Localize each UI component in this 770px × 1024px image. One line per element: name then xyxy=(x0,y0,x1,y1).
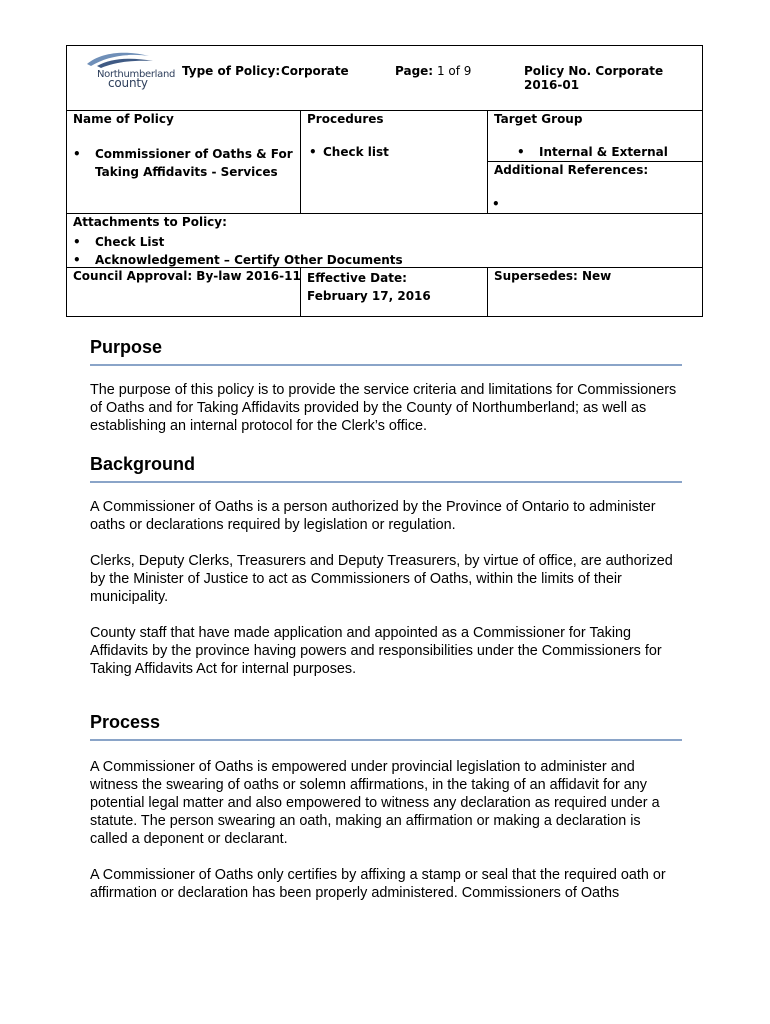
cell-divider xyxy=(487,161,702,162)
background-paragraph: Clerks, Deputy Clerks, Treasurers and Deputy Treasurers, by virtue of office, are authorized by the Minister of Justice to act as Commissioners of Oaths, within the limits of their municipality. xyxy=(90,553,673,605)
page-value: 1 of 9 xyxy=(436,64,472,78)
logo-text-line1: Northumberland xyxy=(97,69,176,80)
additional-references-bullet: • xyxy=(492,197,500,211)
purpose-paragraph: The purpose of this policy is to provide the service criteria and limitations for Commissioners of Oaths and for Taking Affidavits provided by the County of Northumberland; as well as establishing an internal protocol for the Clerk’s office. xyxy=(90,382,677,434)
supersedes: Supersedes: New xyxy=(494,269,612,283)
logo-text-line2: county xyxy=(108,76,148,90)
procedures-label: Procedures xyxy=(307,112,384,126)
name-of-policy-label: Name of Policy xyxy=(73,112,174,126)
policy-number: Policy No. Corporate 2016-01 xyxy=(524,64,664,92)
attachments-list xyxy=(73,233,403,269)
council-approval: Council Approval: By-law 2016-11 xyxy=(73,269,301,283)
process-paragraph: A Commissioner of Oaths only certifies by affixing a stamp or seal that the required oath or affirmation or declaration has been properly administered. Commissioners of Oaths xyxy=(90,867,666,901)
process-body xyxy=(90,758,682,902)
background-body xyxy=(90,498,682,678)
attachment-item: • Check List xyxy=(73,235,165,249)
purpose-body xyxy=(90,381,682,435)
attachments-label: Attachments to Policy: xyxy=(73,215,227,229)
procedures-item-text: Check list xyxy=(323,145,389,159)
row-divider xyxy=(67,213,702,214)
name-of-policy-line2: Taking Affidavits - Services xyxy=(95,165,278,179)
target-group-item-text: Internal & External xyxy=(539,145,668,159)
type-of-policy-value: Corporate xyxy=(281,64,349,78)
additional-references-label: Additional References: xyxy=(494,163,649,177)
background-paragraph: A Commissioner of Oaths is a person authorized by the Province of Ontario to administer oaths or declarations required by legislation or regulation. xyxy=(90,499,656,533)
policy-header-table xyxy=(66,45,703,317)
col-divider xyxy=(487,267,488,317)
purpose-heading: Purpose xyxy=(90,337,682,366)
col-divider xyxy=(300,110,301,213)
target-group-label: Target Group xyxy=(494,112,583,126)
background-heading: Background xyxy=(90,454,682,483)
target-group-item: • Internal & External xyxy=(517,145,668,159)
type-of-policy-label: Type of Policy: xyxy=(182,64,281,78)
name-of-policy-item: • Commissioner of Oaths & For Taking Affidavits - Services xyxy=(73,145,298,181)
attachment-item: • Acknowledgement – Certify Other Documents xyxy=(73,253,403,267)
page-label: Page: xyxy=(395,64,434,78)
effective-date-label: Effective Date: xyxy=(307,271,407,285)
effective-date xyxy=(307,269,431,305)
name-of-policy-line1: Commissioner of Oaths & For xyxy=(95,147,293,161)
page-indicator xyxy=(395,64,471,78)
procedures-item: • Check list xyxy=(309,145,389,159)
row-divider xyxy=(67,110,702,111)
northumberland-county-logo xyxy=(81,50,176,90)
background-paragraph: County staff that have made application and appointed as a Commissioner for Taking Affidavits by the province having powers and responsibilities under the Commissioners for Taking Affidavits Act for internal purposes. xyxy=(90,625,662,677)
effective-date-value: February 17, 2016 xyxy=(307,289,431,303)
col-divider xyxy=(487,110,488,213)
process-paragraph: A Commissioner of Oaths is empowered under provincial legislation to administer and witness the swearing of oaths or solemn affirmations, in the taking of an affidavit for any potential legal matter and also empowered to witness any declaration as required under a statute. The person swearing an oath, making an affirmation or making a declaration is called a deponent or declarant. xyxy=(90,759,660,847)
process-heading: Process xyxy=(90,712,682,741)
